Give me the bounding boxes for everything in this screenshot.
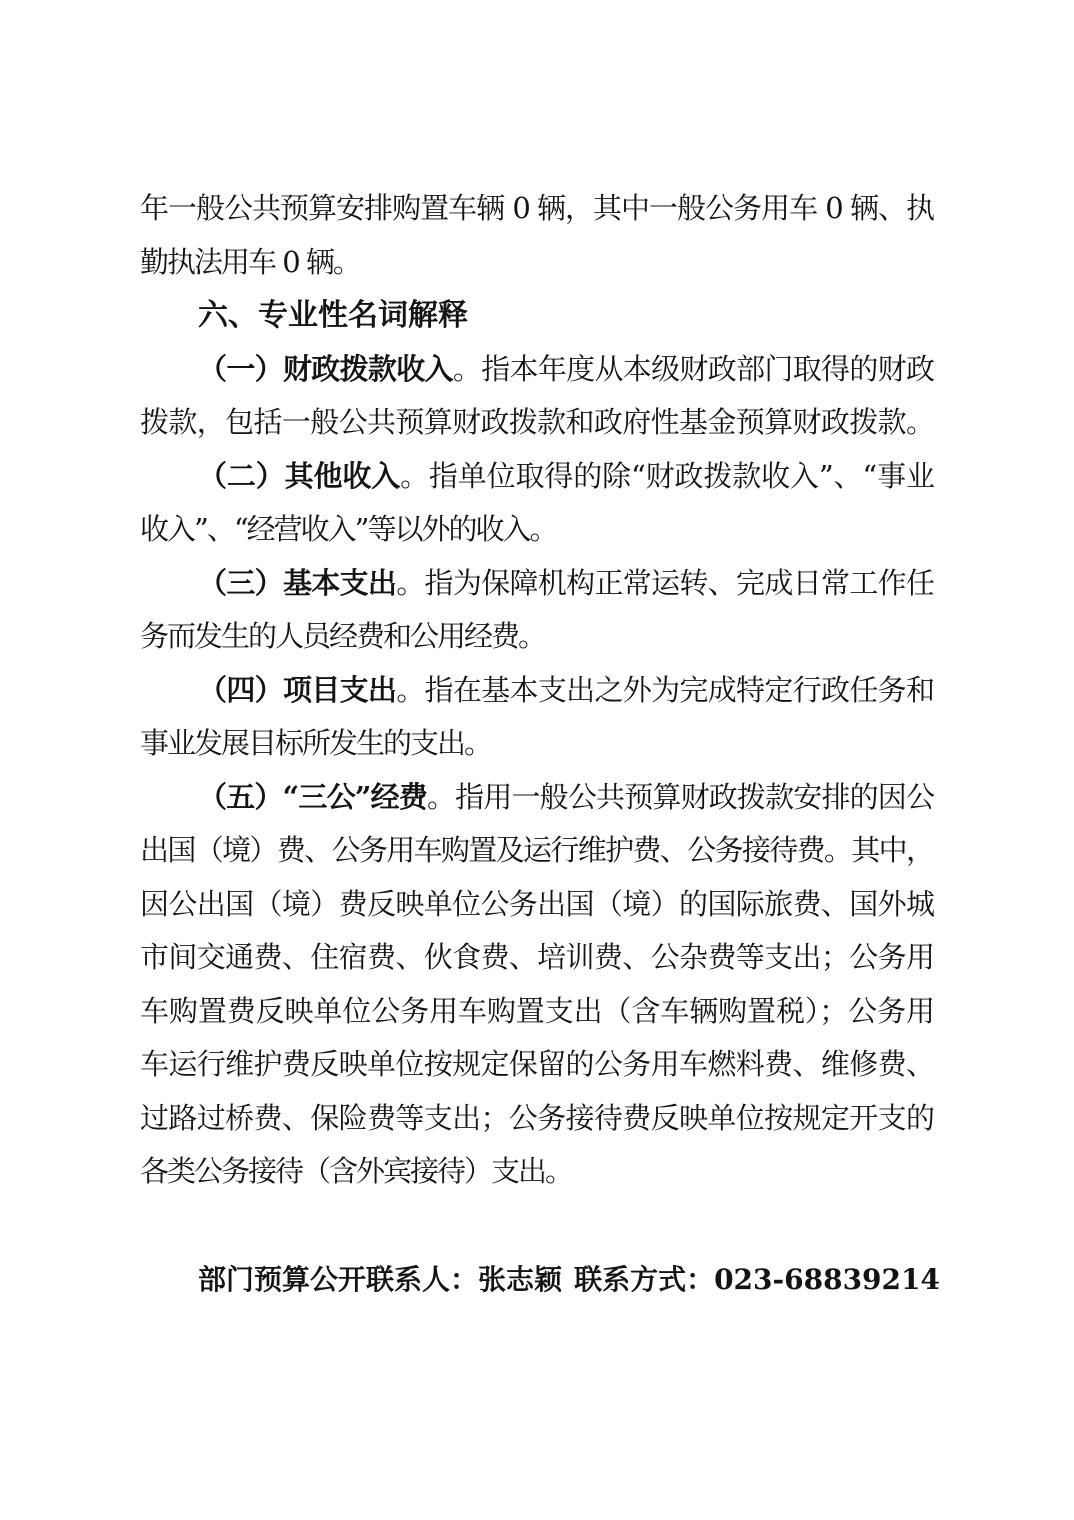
definition-3-line-2: 务而发生的人员经费和公用经费。	[140, 619, 546, 653]
definition-5-line-4: 市间交通费、住宿费、伙食费、培训费、公杂费等支出；公务用	[140, 940, 933, 974]
definition-4-term: （四）项目支出	[198, 672, 397, 707]
definition-5-line-5: 车购置费反映单位公务用车购置支出（含车辆购置税）；公务用	[140, 993, 933, 1028]
definition-5-line-7: 过路过桥费、保险费等支出；公务接待费反映单位按规定开支的	[140, 1100, 933, 1135]
definition-5-text: 。指用一般公共预算财政拨款安排的因公	[426, 779, 933, 814]
definition-2-line-2: 收入”、“经营收入”等以外的收入。	[140, 512, 557, 546]
definition-2-term: （二）其他收入	[198, 458, 401, 493]
definition-1-term: （一）财政拨款收入	[198, 351, 453, 386]
definition-5-line-1	[140, 771, 933, 825]
intro-line-1: 年一般公共预算安排购置车辆 0 辆，其中一般公务用车 0 辆、执	[140, 191, 933, 225]
definition-5-line-8: 各类公务接待（含外宾接待）支出。	[140, 1154, 573, 1188]
intro-line-2: 勤执法用车 0 辆。	[140, 244, 360, 279]
definition-5-line-3: 因公出国（境）费反映单位公务出国（境）的国际旅费、国外城	[140, 886, 933, 921]
document-body	[140, 182, 933, 1199]
contact-footer	[140, 1253, 940, 1307]
definition-5-term: （五）“三公”经费	[198, 779, 427, 814]
definition-5-line-6: 车运行维护费反映单位按规定保留的公务用车燃料费、维修费、	[140, 1047, 933, 1081]
definition-4-text: 。指在基本支出之外为完成特定行政任务和	[396, 672, 933, 707]
definition-1-line-2: 拨款，包括一般公共预算财政拨款和政府性基金预算财政拨款。	[140, 405, 933, 439]
definition-4-line-2: 事业发展目标所发生的支出。	[140, 726, 492, 760]
definition-3-text: 。指为保障机构正常运转、完成日常工作任	[396, 565, 933, 600]
definition-5-line-2: 出国（境）费、公务用车购置及运行维护费、公务接待费。其中，	[140, 833, 933, 867]
contact-person: 部门预算公开联系人：张志颖	[198, 1263, 563, 1296]
definition-4-line-1	[140, 664, 933, 718]
definition-1-line-1	[140, 343, 933, 397]
contact-phone: 联系方式：023-68839214	[574, 1263, 940, 1296]
definition-2-text: 。指单位取得的除“财政拨款收入”、“事业	[400, 458, 933, 493]
definition-1-text: 。指本年度从本级财政部门取得的财政	[452, 351, 933, 386]
definition-3-line-1	[140, 557, 933, 611]
definition-3-term: （三）基本支出	[198, 565, 397, 600]
section-heading: 六、专业性名词解释	[198, 298, 468, 333]
definition-2-line-1	[140, 450, 933, 504]
